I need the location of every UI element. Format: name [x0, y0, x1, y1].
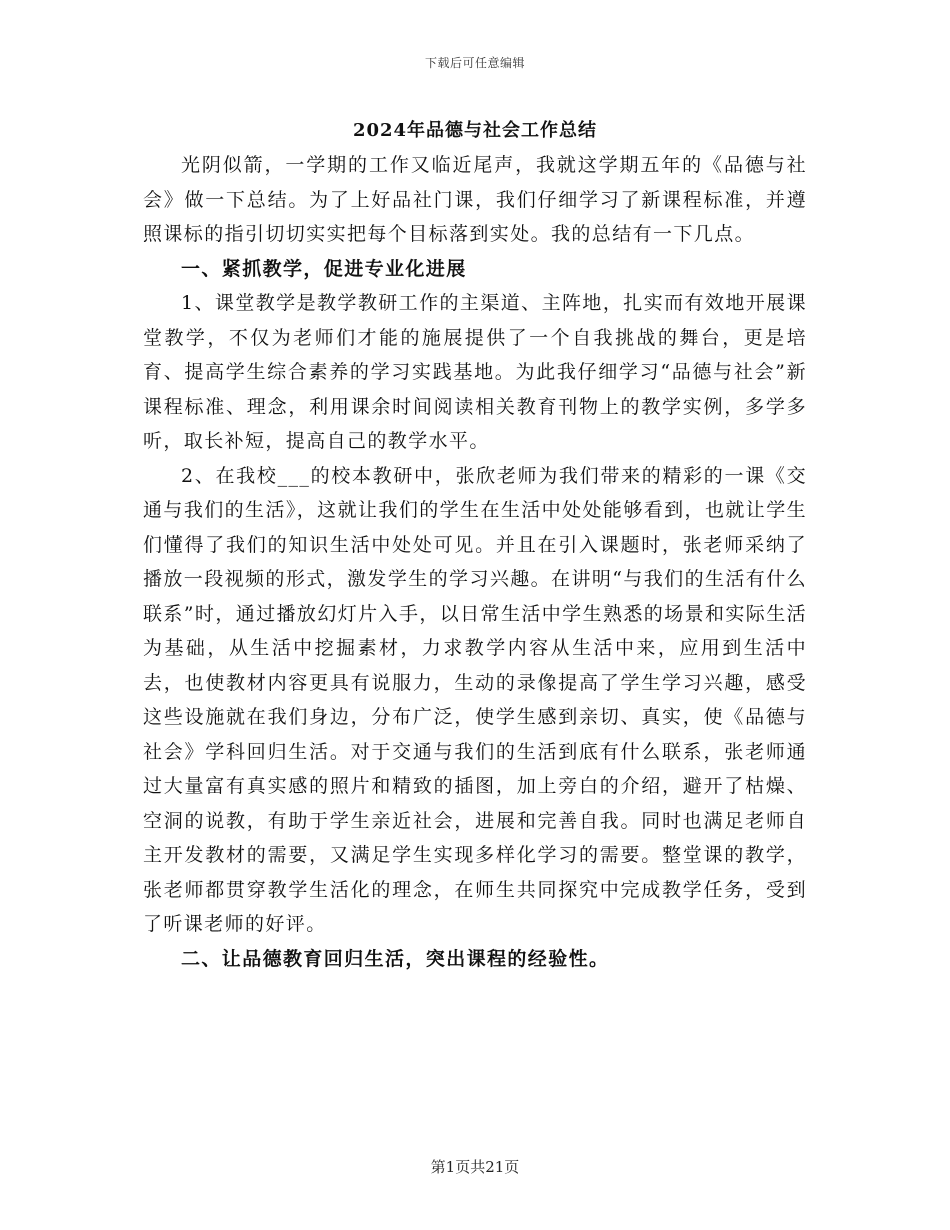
page-footer: 第1页共21页: [430, 1158, 520, 1176]
paragraph-item-1: 1、课堂教学是教学教研工作的主渠道、主阵地，扎实而有效地开展课堂教学，不仅为老师们才能的施展提供了一个自我挑战的舞台，更是培育、提高学生综合素养的学习实践基地。为此我仔细学习“品德与社会”新课程标准、理念，利用课余时间阅读相关教育刊物上的教学实例，多学多听，取长补短，提高自己的教学水平。: [143, 292, 807, 452]
document-body: [143, 148, 807, 976]
paragraph-item-2: 2、在我校___的校本教研中，张欣老师为我们带来的精彩的一课《交通与我们的生活》，这就让我们的学生在生活中处处能够看到，也就让学生们懂得了我们的知识生活中处处可见。并且在引入课题时，张老师采纳了播放一段视频的形式，激发学生的学习兴趣。在讲明“与我们的生活有什么联系”时，通过播放幻灯片入手，以日常生活中学生熟悉的场景和实际生活为基础，从生活中挖掘素材，力求教学内容从生活中来，应用到生活中去，也使教材内容更具有说服力，生动的录像提高了学生学习兴趣，感受这些设施就在我们身边，分布广泛，使学生感到亲切、真实，使《品德与社会》学科回归生活。对于交通与我们的生活到底有什么联系，张老师通过大量富有真实感的照片和精致的插图，加上旁白的介绍，避开了枯燥、空洞的说教，有助于学生亲近社会，进展和完善自我。同时也满足老师自主开发教材的需要，又满足学生实现多样化学习的需要。整堂课的教学，张老师都贯穿教学生活化的理念，在师生共同探究中完成教学任务，受到了听课老师的好评。: [143, 464, 807, 935]
document-title: 2024年品德与社会工作总结: [352, 120, 598, 141]
section-heading-2: 二、让品德教育回归生活，突出课程的经验性。: [181, 947, 610, 970]
header-note: 下载后可任意编辑: [424, 56, 525, 70]
intro-paragraph: 光阴似箭，一学期的工作又临近尾声，我就这学期五年的《品德与社会》做一下总结。为了上好品社门课，我们仔细学习了新课程标准，并遵照课标的指引切切实实把每个目标落到实处。我的总结有一下几点。: [143, 154, 807, 245]
section-heading-1: 一、紧抓教学，促进专业化进展: [181, 257, 467, 280]
